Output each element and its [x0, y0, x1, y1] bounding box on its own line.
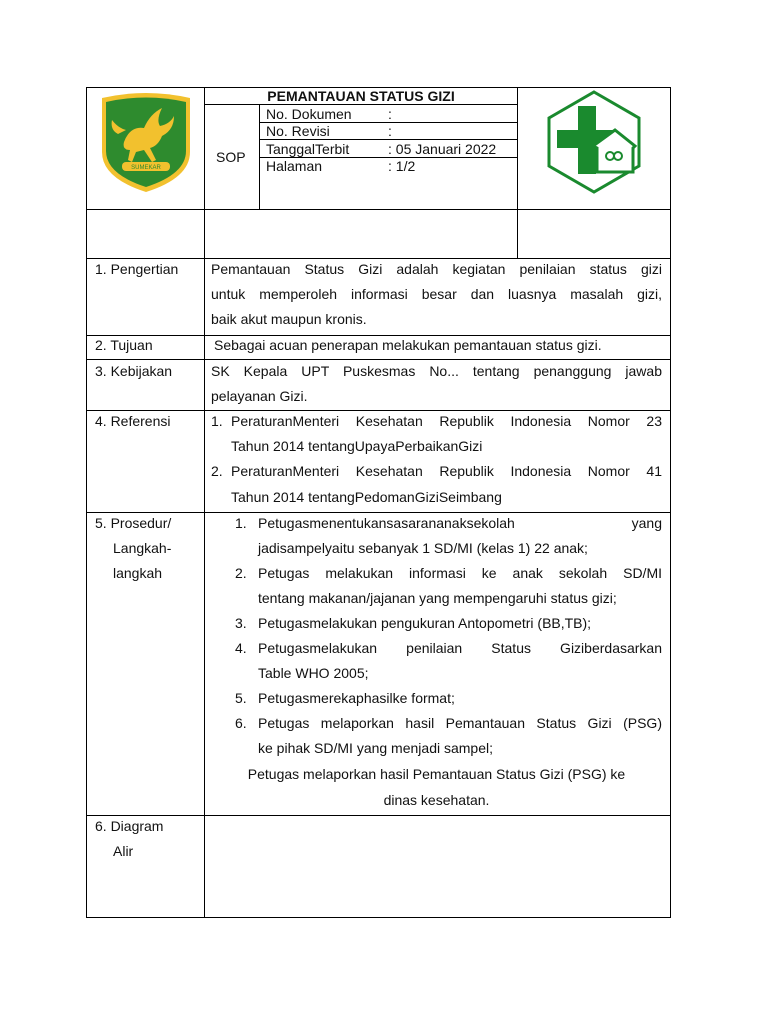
step-num-1: 1. — [235, 515, 247, 531]
tujuan-text: Sebagai acuan penerapan melakukan pemantauan status gizi. — [214, 337, 602, 353]
meta-label-halaman: Halaman — [266, 158, 323, 174]
section-label-prosedur-line-3: langkah — [113, 565, 163, 581]
meta-label-revisi: No. Revisi — [266, 123, 330, 139]
emblem-banner-text: SUMEKAR — [131, 165, 161, 171]
step-4-line-1: Petugasmelakukan penilaian Status Giziberdasarkan — [258, 640, 662, 656]
section-label-prosedur-line-2: Langkah- — [113, 540, 172, 556]
section-label-tujuan: 2. Tujuan — [95, 337, 153, 353]
meta-value-dokumen: : — [388, 106, 392, 122]
step-4-line-2: Table WHO 2005; — [258, 665, 369, 681]
step-num-6: 6. — [235, 715, 247, 731]
border-right — [670, 87, 671, 918]
step-3-line-1: Petugasmelakukan pengukuran Antopometri (BB,TB); — [258, 615, 592, 631]
section-label-kebijakan: 3. Kebijakan — [95, 363, 173, 379]
section-label-pengertian: 1. Pengertian — [95, 261, 179, 277]
referensi-1-line-2: Tahun 2014 tentangUpayaPerbaikanGizi — [231, 438, 483, 454]
referensi-num-1: 1. — [211, 413, 223, 429]
step-2-line-1: Petugas melakukan informasi ke anak sekolah SD/MI — [258, 565, 662, 581]
pengertian-line-3: baik akut maupun kronis. — [211, 311, 367, 327]
border-bottom — [86, 917, 671, 918]
section-label-prosedur: 5. Prosedur/ — [95, 515, 172, 531]
border-logo-right-left — [517, 87, 518, 259]
step-2-line-2: tentang makanan/jajanan yang mempengaruhi status gizi; — [258, 590, 617, 606]
prosedur-closing-line-2: dinas kesehatan. — [383, 792, 490, 808]
referensi-num-2: 2. — [211, 463, 223, 479]
step-6-line-2: ke pihak SD/MI yang menjadi sampel; — [258, 740, 493, 756]
meta-value-revisi: : — [388, 123, 392, 139]
kebijakan-line-2: pelayanan Gizi. — [211, 388, 308, 404]
pengertian-line-2: untuk memperoleh informasi besar dan luasnya masalah gizi, — [211, 286, 662, 302]
referensi-1-line-1: PeraturanMenteri Kesehatan Republik Indonesia Nomor 23 — [231, 413, 662, 429]
step-1-line-1: Petugasmenentukansasarananaksekolah yang — [258, 515, 662, 531]
meta-label-dokumen: No. Dokumen — [266, 106, 352, 122]
meta-value-halaman: : 1/2 — [388, 158, 416, 174]
border-left — [86, 87, 87, 918]
prosedur-closing-line-1: Petugas melaporkan hasil Pemantauan Status Gizi (PSG) ke — [247, 766, 626, 782]
document-title: PEMANTAUAN STATUS GIZI — [267, 88, 455, 104]
sop-label: SOP — [216, 149, 246, 165]
section-label-diagram-line-2: Alir — [113, 843, 134, 859]
step-num-5: 5. — [235, 690, 247, 706]
section-label-diagram: 6. Diagram — [95, 818, 164, 834]
border-col1 — [204, 87, 205, 918]
border-tujuan-bottom — [86, 359, 671, 360]
kebijakan-line-1: SK Kepala UPT Puskesmas No... tentang penanggung jawab — [211, 363, 662, 379]
referensi-2-line-2: Tahun 2014 tentangPedomanGiziSeimbang — [231, 489, 502, 505]
step-5-line-1: Petugasmerekaphasilke format; — [258, 690, 455, 706]
step-1-line-2: jadisampelyaitu sebanyak 1 SD/MI (kelas 1) 22 anak; — [258, 540, 588, 556]
pengertian-line-1: Pemantauan Status Gizi adalah kegiatan penilaian status gizi — [211, 261, 662, 277]
border-header-bottom — [86, 209, 671, 210]
meta-value-tanggal: : 05 Januari 2022 — [388, 141, 497, 157]
step-6-line-1: Petugas melaporkan hasil Pemantauan Status Gizi (PSG) — [258, 715, 662, 731]
step-num-4: 4. — [235, 640, 247, 656]
border-prosedur-bottom — [86, 815, 671, 816]
regency-emblem-logo — [96, 90, 196, 195]
referensi-2-line-1: PeraturanMenteri Kesehatan Republik Indonesia Nomor 41 — [231, 463, 662, 479]
section-label-referensi: 4. Referensi — [95, 413, 171, 429]
step-num-3: 3. — [235, 615, 247, 631]
meta-label-tanggal: TanggalTerbit — [266, 141, 350, 157]
puskesmas-logo — [545, 90, 643, 194]
step-num-2: 2. — [235, 565, 247, 581]
